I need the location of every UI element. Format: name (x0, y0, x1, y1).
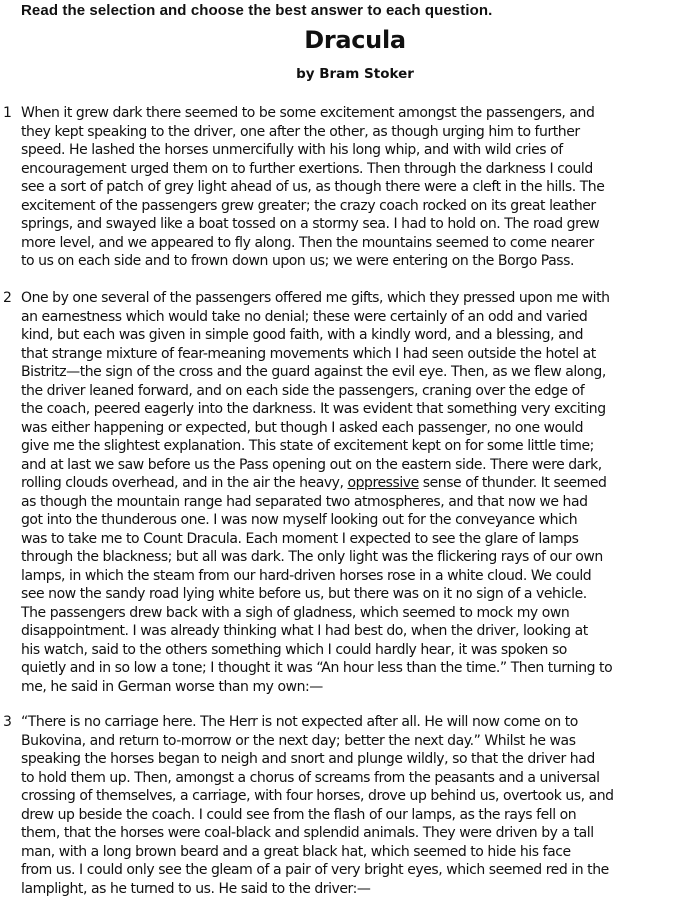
paragraph-text (21, 289, 612, 696)
text-line: his watch, said to the others something which I could hardly hear, it was spoken so (21, 641, 567, 658)
text-line: One by one several of the passengers offered me gifts, which they pressed upon me with (21, 290, 610, 306)
text-line: Bistritz—the sign of the cross and the guard against the evil eye. Then, as we flew along, (21, 364, 606, 380)
text-line: lamps, in which the steam from our hard-driven horses rose in a white cloud. We could (21, 567, 592, 584)
passage-title: Dracula (304, 26, 406, 54)
text-line: quietly and in so low a tone; I thought it was “An hour less than the time.” Then turning to (21, 660, 613, 676)
text-line: crossing of themselves, a carriage, with four horses, drove up behind us, overtook us, and (21, 788, 614, 804)
text-line: me, he said in German worse than my own:— (21, 678, 323, 695)
text-segment: sense of thunder. It seemed (418, 475, 607, 491)
paragraph-number: 3 (3, 714, 12, 730)
text-line: encouragement urged them on to further exertions. Then through the darkness I could (21, 160, 593, 177)
passage-byline: by Bram Stoker (296, 66, 414, 82)
text-segment: rolling clouds overhead, and in the air the heavy, (21, 475, 348, 491)
text-line: was either happening or expected, but though I asked each passenger, no one would (21, 419, 584, 436)
text-line: speaking the horses began to neigh and snort and plunge wildly, so that the driver had (21, 751, 595, 767)
paragraph-number: 2 (3, 290, 12, 306)
text-line: they kept speaking to the driver, one after the other, as though urging him to further (21, 123, 580, 140)
text-line: more level, and we appeared to fly along. Then the mountains seemed to come nearer (21, 234, 594, 251)
text-line: Bukovina, and return to-morrow or the next day; better the next day.” Whilst he was (21, 732, 576, 749)
text-line: was to take me to Count Dracula. Each moment I expected to see the glare of lamps (21, 530, 579, 547)
text-line: see now the sandy road lying white before us, but there was on it no sign of a vehicle. (21, 586, 587, 602)
vocabulary-word: oppressive (347, 475, 419, 491)
text-line: disappointment. I was already thinking what I had best do, when the driver, looking at (21, 623, 588, 639)
text-line: got into the thunderous one. I was now myself looking out for the conveyance which (21, 512, 578, 528)
text-line: lamplight, as he turned to us. He said to the driver:— (21, 880, 371, 897)
text-line: the driver leaned forward, and on each side the passengers, craning over the edge of (21, 382, 585, 399)
text-line (21, 474, 612, 493)
text-line: give me the slightest explanation. This state of excitement kept on for some little time; (21, 438, 594, 454)
text-line: When it grew dark there seemed to be some excitement amongst the passengers, and (21, 105, 595, 121)
text-line: and at last we saw before us the Pass opening out on the eastern side. There were dark, (21, 456, 602, 473)
instructions: Read the selection and choose the best answer to each question. (21, 2, 493, 19)
text-line: speed. He lashed the horses unmercifully with his long whip, and with wild cries of (21, 142, 563, 158)
text-line: see a sort of patch of grey light ahead of us, as though there were a cleft in the hills. The (21, 179, 605, 195)
text-line: them, that the horses were coal-black and splendid animals. They were driven by a tall (21, 825, 594, 841)
text-line: kind, but each was given in simple good faith, with a kindly word, and a blessing, and (21, 327, 584, 343)
text-line: to hold them up. Then, amongst a chorus of screams from the peasants and a universal (21, 769, 600, 786)
text-line: The passengers drew back with a sigh of gladness, which seemed to mock my own (21, 604, 570, 621)
text-line: through the blackness; but all was dark. The only light was the flickering rays of our own (21, 549, 603, 565)
text-line: man, with a long brown beard and a great black hat, which seemed to hide his face (21, 843, 571, 860)
text-line: springs, and swayed like a boat tossed on a stormy sea. I had to hold on. The road grew (21, 216, 600, 232)
text-line: an earnestness which would take no denial; these were certainly of an odd and varied (21, 308, 588, 325)
text-line: that strange mixture of fear-meaning movements which I had seen outside the hotel at (21, 345, 596, 362)
paragraph-number: 1 (3, 105, 12, 121)
text-line: drew up beside the coach. I could see from the flash of our lamps, as the rays fell on (21, 806, 577, 823)
text-line: “There is no carriage here. The Herr is not expected after all. He will now come on to (21, 714, 578, 730)
paragraph-text (21, 713, 614, 898)
text-line: the coach, peered eagerly into the darkness. It was evident that something very exciting (21, 401, 606, 417)
paragraph-text (21, 104, 604, 271)
text-line: as though the mountain range had separated two atmospheres, and that now we had (21, 493, 588, 510)
text-line: to us on each side and to frown down upon us; we were entering on the Borgo Pass. (21, 253, 574, 269)
text-line: from us. I could only see the gleam of a pair of very bright eyes, which seemed red in the (21, 862, 609, 878)
text-line: excitement of the passengers grew greater; the crazy coach rocked on its great leather (21, 197, 596, 214)
